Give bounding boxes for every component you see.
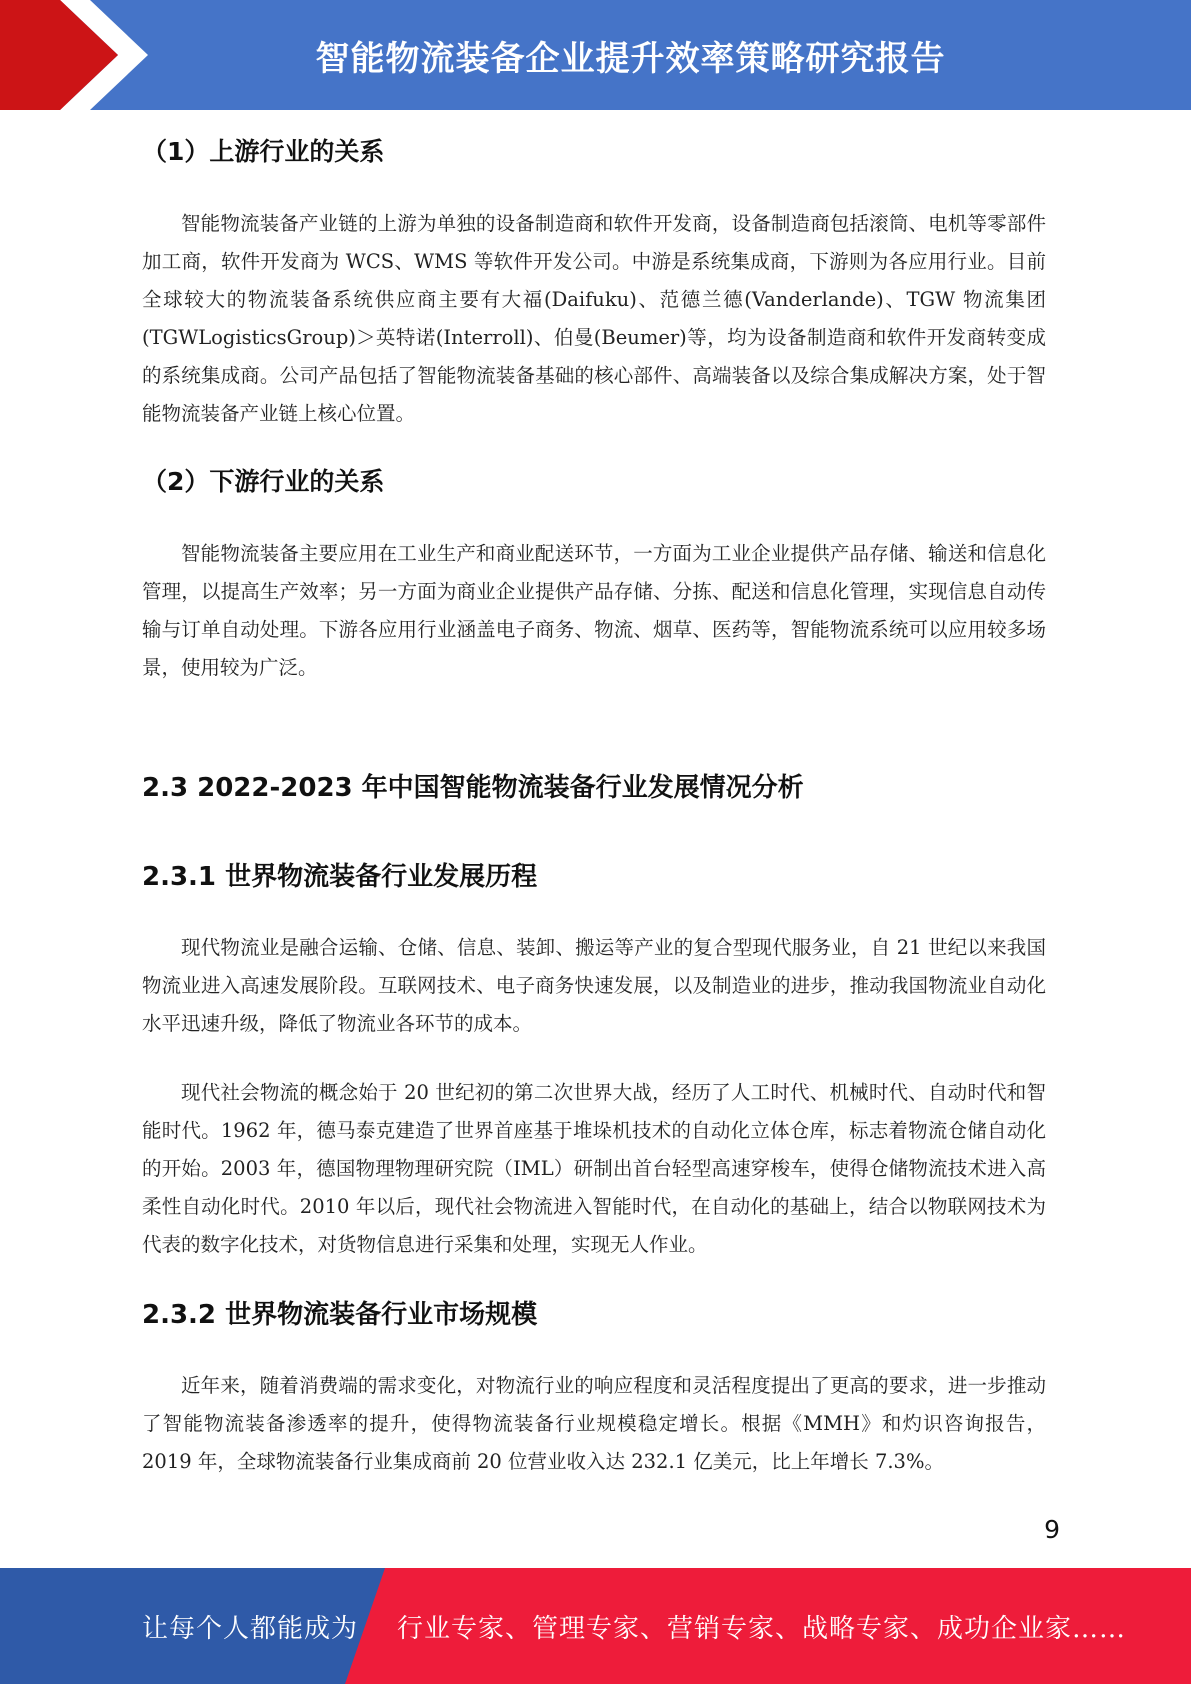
- header-arrow-decoration: [0, 0, 160, 110]
- section-2-3-1-heading: 2.3.1 世界物流装备行业发展历程: [142, 862, 538, 892]
- footer-slogan-right: 行业专家、管理专家、营销专家、战略专家、成功企业家……: [397, 1613, 1127, 1644]
- section-2-3-1-paragraph-2: 现代社会物流的概念始于 20 世纪初的第二次世界大战，经历了人工时代、机械时代、自动时代和智能时代。1962 年，德马泰克建造了世界首座基于堆垛机技术的自动化立体仓库，标志着物流仓储自动化的开始。2003 年，德国物理物理研究院（IML）研制出首台轻型高速穿梭车，使得仓储物流技术进入高柔性自动化时代。2010 年以后，现代社会物流进入智能时代，在自动化的基础上，结合以物联网技术为代表的数字化技术，对货物信息进行采集和处理，实现无人作业。: [142, 1081, 1046, 1256]
- upstream-paragraph: 智能物流装备产业链的上游为单独的设备制造商和软件开发商，设备制造商包括滚筒、电机等零部件加工商，软件开发商为 WCS、WMS 等软件开发公司。中游是系统集成商，下游则为各应用行业。目前全球较大的物流装备系统供应商主要有大福(Daifuku)、范德兰德(Vanderlande)、TGW 物流集团(TGWLogisticsGroup)＞英特诺(Interroll)、伯曼(Beumer)等，均为设备制造商和软件开发商转变成的系统集成商。公司产品包括了智能物流装备基础的核心部件、高端装备以及综合集成解决方案，处于智能物流装备产业链上核心位置。: [142, 212, 1046, 425]
- page-number: 9: [1044, 1515, 1060, 1544]
- report-title: 智能物流装备企业提升效率策略研究报告: [315, 38, 946, 79]
- upstream-heading: （1）上游行业的关系: [142, 137, 385, 166]
- section-2-3-2-paragraph: 近年来，随着消费端的需求变化，对物流行业的响应程度和灵活程度提出了更高的要求，进一步推动了智能物流装备渗透率的提升，使得物流装备行业规模稳定增长。根据《MMH》和灼识咨询报告，2019 年，全球物流装备行业集成商前 20 位营业收入达 232.1 亿美元，比上年增长 7.3%。: [142, 1374, 1046, 1473]
- downstream-heading: （2）下游行业的关系: [142, 467, 385, 496]
- footer-slogan-left: 让每个人都能成为: [142, 1613, 359, 1644]
- downstream-paragraph: 智能物流装备主要应用在工业生产和商业配送环节，一方面为工业企业提供产品存储、输送和信息化管理，以提高生产效率；另一方面为商业企业提供产品存储、分拣、配送和信息化管理，实现信息自动传输与订单自动处理。下游各应用行业涵盖电子商务、物流、烟草、医药等，智能物流系统可以应用较多场景，使用较为广泛。: [142, 542, 1046, 679]
- section-2-3-1-paragraph-1: 现代物流业是融合运输、仓储、信息、装卸、搬运等产业的复合型现代服务业，自 21 世纪以来我国物流业进入高速发展阶段。互联网技术、电子商务快速发展，以及制造业的进步，推动我国物流业自动化水平迅速升级，降低了物流业各环节的成本。: [142, 936, 1046, 1035]
- section-2-3-2-heading: 2.3.2 世界物流装备行业市场规模: [142, 1300, 538, 1330]
- page-footer: [0, 1568, 1191, 1684]
- page-header: [0, 0, 1191, 110]
- section-2-3-heading: 2.3 2022-2023 年中国智能物流装备行业发展情况分析: [142, 773, 804, 803]
